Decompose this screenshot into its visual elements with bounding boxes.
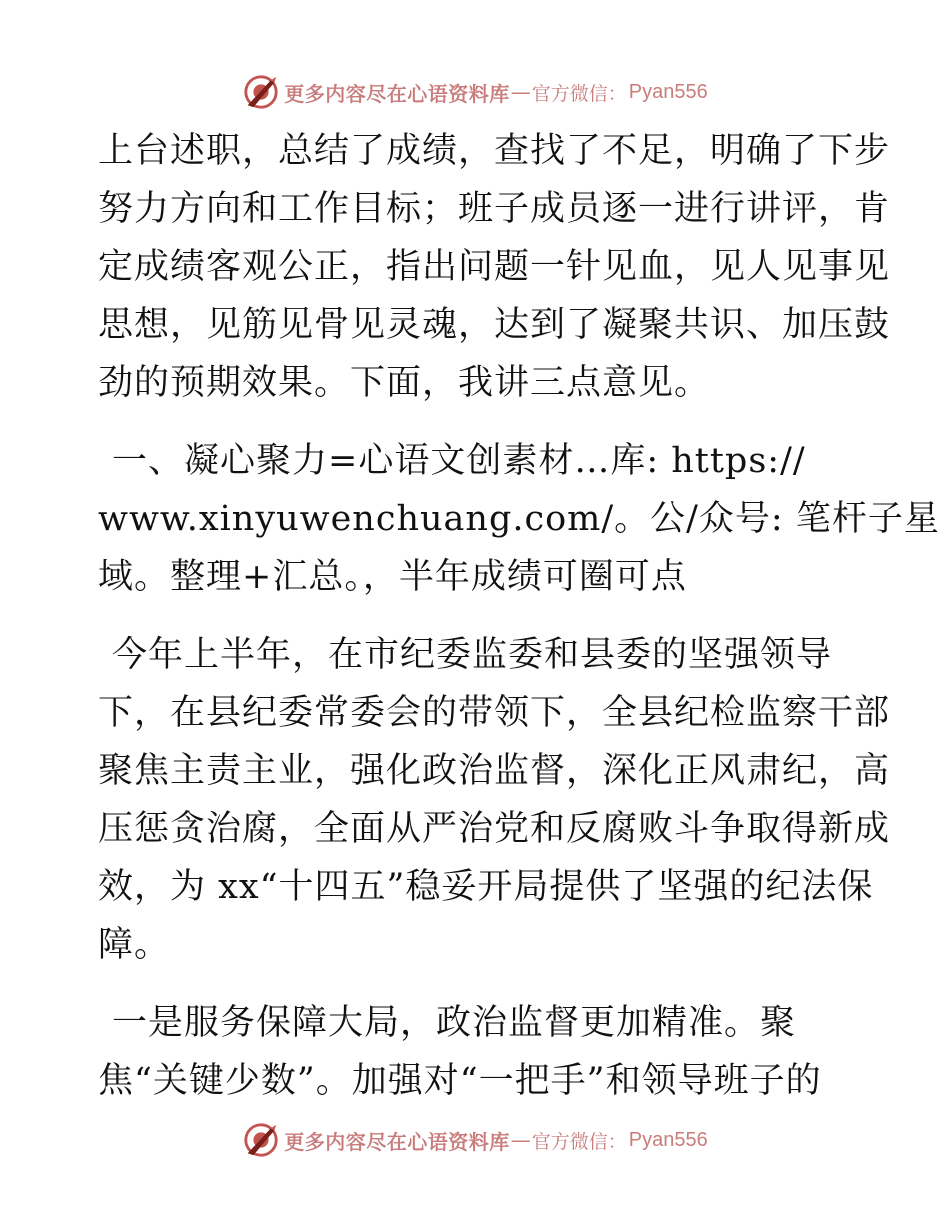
banner-label: 官方微信：: [531, 1130, 627, 1153]
text-line: 下，在县纪委常委会的带领下，全县纪检监察干部: [98, 693, 891, 733]
text-line: 压惩贪治腐，全面从严治党和反腐败斗争取得新成: [98, 809, 891, 849]
banner-text: 更多内容尽在心语资料库: [284, 1129, 510, 1154]
text-line: 效，为 xx“十四五”稳妥开局提供了坚强的纪法保: [98, 867, 874, 907]
banner-label: 官方微信：: [531, 82, 627, 105]
section-heading-1: [98, 432, 940, 606]
text-line: 聚焦主责主业，强化政治监督，深化正风肃纪，高: [98, 751, 891, 791]
quill-logo-icon: [242, 1121, 280, 1159]
text-line: 焦“关键少数”。加强对“一把手”和领导班子的: [98, 1061, 822, 1101]
text-line: 上台述职，总结了成绩，查找了不足，明确了下步: [98, 131, 891, 171]
banner-separator: —: [510, 1128, 531, 1152]
banner-separator: —: [510, 80, 531, 104]
text-line: 定成绩客观公正，指出问题一针见血，见人见事见: [98, 247, 891, 287]
document-body: [98, 122, 940, 1130]
header-banner: [0, 70, 950, 114]
paragraph-3: [98, 994, 858, 1110]
quill-logo-icon: [242, 73, 280, 111]
footer-banner: [0, 1118, 950, 1162]
text-line: 努力方向和工作目标；班子成员逐一进行讲评，肯: [98, 189, 891, 229]
text-line: 今年上半年，在市纪委监委和县委的坚强领导: [112, 635, 833, 675]
paragraph-2: [98, 626, 891, 974]
wechat-id: Pyan556: [628, 1128, 708, 1151]
banner-text: 更多内容尽在心语资料库: [284, 81, 510, 106]
text-line: 一是服务保障大局，政治监督更加精准。聚: [112, 1003, 797, 1043]
text-line: www.xinyuwenchuang.com/。公/众号: 笔杆子星: [98, 499, 940, 539]
text-line: 域。整理+汇总。，半年成绩可圈可点: [98, 557, 687, 597]
text-line: 一、凝心聚力=心语文创素材…库: https://: [112, 441, 806, 481]
wechat-id: Pyan556: [628, 80, 708, 103]
paragraph-1: [98, 122, 891, 412]
text-line: 劲的预期效果。下面，我讲三点意见。: [98, 363, 711, 403]
text-line: 思想，见筋见骨见灵魂，达到了凝聚共识、加压鼓: [98, 305, 891, 345]
text-line: 障。: [98, 925, 171, 965]
